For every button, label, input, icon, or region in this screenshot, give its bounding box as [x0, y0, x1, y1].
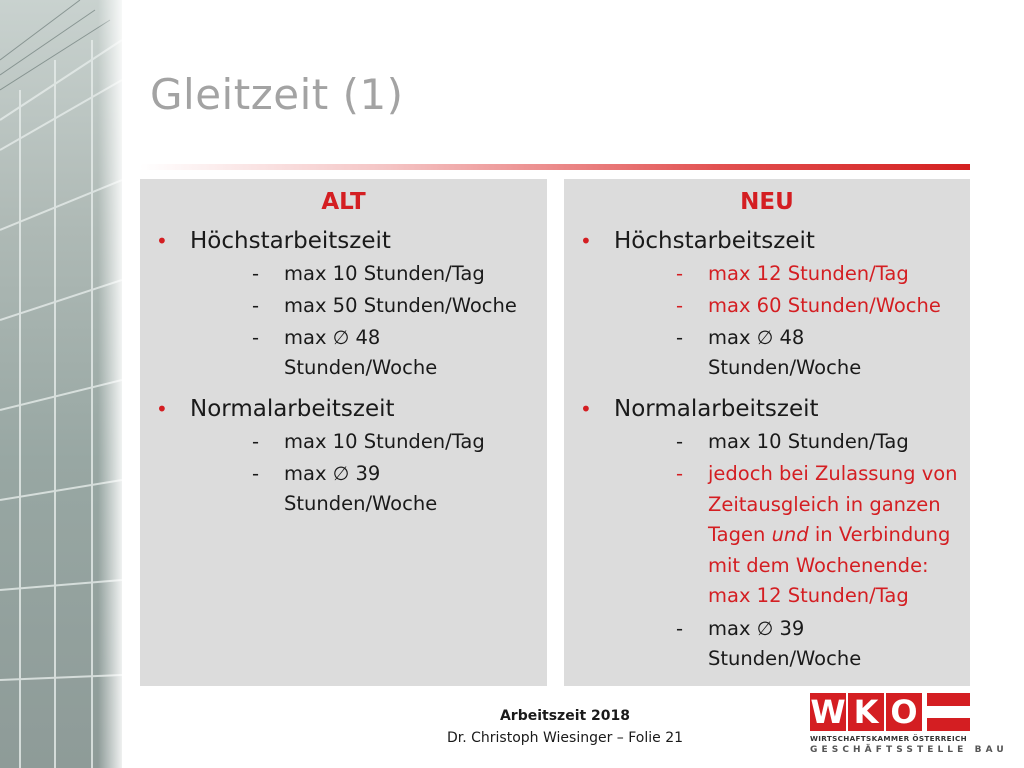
dash-icon: -: [252, 430, 260, 453]
sub-list: [190, 427, 547, 519]
list-item: [614, 427, 970, 457]
footer-title: Arbeitszeit 2018: [499, 708, 631, 724]
dash-icon: -: [676, 616, 684, 640]
logo-letter: O: [886, 693, 922, 731]
dash-icon: -: [676, 326, 684, 349]
item-text: 48 Stunden/Woche: [708, 326, 862, 379]
sub-list: [190, 259, 547, 383]
item-text: 39 Stunden/Woche: [284, 462, 438, 515]
logo-letters: [810, 693, 924, 731]
list-item: [190, 427, 547, 457]
list-item: [614, 614, 970, 674]
neu-list: [564, 227, 970, 674]
item-text: max: [284, 462, 333, 485]
emphasis-text: und: [771, 523, 809, 546]
dash-icon: -: [676, 262, 684, 285]
title-rule: [140, 164, 970, 170]
dash-icon: -: [676, 462, 684, 485]
logo-department: GESCHÄFTSSTELLE BAU: [810, 745, 1008, 755]
list-item-zeitausgleich: [614, 459, 970, 612]
dash-icon: -: [676, 294, 684, 317]
list-item: [190, 323, 547, 383]
bullet-icon: •: [580, 229, 592, 253]
sub-list: [614, 259, 970, 383]
item-text: mit dem Wochenende:: [708, 553, 929, 577]
item-text: 48 Stunden/Woche: [284, 326, 438, 379]
column-heading-alt: ALT: [321, 189, 366, 215]
column-alt: [140, 179, 547, 686]
item-text: Zeitausgleich in ganzen: [708, 492, 941, 516]
item-text: max: [708, 326, 757, 349]
list-item: [190, 459, 547, 519]
dash-icon: -: [252, 294, 260, 317]
item-text: max 12 Stunden/Tag: [708, 262, 909, 285]
item-text: Tagen: [708, 523, 772, 546]
item-text: max: [708, 616, 757, 640]
average-symbol: ∅: [332, 463, 350, 485]
dash-icon: -: [252, 326, 260, 349]
item-text: max 10 Stunden/Tag: [284, 430, 485, 453]
item-text: 39 Stunden/Woche: [708, 616, 862, 670]
average-symbol: ∅: [332, 327, 350, 349]
dash-icon: -: [676, 430, 684, 453]
item-text: jedoch bei Zulassung von: [708, 462, 958, 485]
dash-icon: -: [252, 462, 260, 485]
bullet-icon: •: [580, 397, 592, 421]
alt-section-normalarbeitszeit: [140, 395, 547, 519]
item-text: max: [284, 326, 333, 349]
photo-fade: [98, 0, 138, 768]
item-text: max 12 Stunden/Tag: [708, 584, 909, 607]
slide-footer: [420, 705, 710, 749]
bullet-icon: •: [156, 397, 168, 421]
bullet-icon: •: [156, 229, 168, 253]
logo-letter: K: [848, 693, 884, 731]
section-label: Normalarbeitszeit: [190, 396, 395, 422]
list-item: [614, 323, 970, 383]
sub-list: [614, 427, 970, 674]
average-symbol: ∅: [756, 617, 774, 640]
average-symbol: ∅: [756, 327, 774, 349]
footer-author: Dr. Christoph Wiesinger – Folie 21: [446, 730, 684, 746]
item-text: max 60 Stunden/Woche: [708, 294, 941, 317]
column-heading-neu: NEU: [740, 189, 794, 215]
item-text: max 50 Stunden/Woche: [284, 294, 517, 317]
list-item: [190, 291, 547, 321]
section-label: Höchstarbeitszeit: [614, 228, 815, 254]
section-label: Normalarbeitszeit: [614, 396, 819, 422]
alt-list: [140, 227, 547, 519]
logo-subtitle: WIRTSCHAFTSKAMMER ÖSTERREICH: [810, 734, 967, 743]
list-item: [614, 291, 970, 321]
neu-section-normalarbeitszeit: [564, 395, 970, 674]
item-text: max 10 Stunden/Tag: [284, 262, 485, 285]
section-label: Höchstarbeitszeit: [190, 228, 391, 254]
wko-logo: [810, 693, 1008, 757]
list-item: [614, 259, 970, 289]
logo-letter: W: [810, 693, 846, 731]
austria-flag-icon: [927, 693, 970, 731]
alt-section-hoechstarbeitszeit: [140, 227, 547, 383]
neu-section-hoechstarbeitszeit: [564, 227, 970, 383]
item-text: max 10 Stunden/Tag: [708, 430, 909, 453]
column-neu: [564, 179, 970, 686]
slide-title: Gleitzeit (1): [150, 70, 404, 119]
dash-icon: -: [252, 262, 260, 285]
item-text: in Verbindung: [808, 523, 951, 546]
list-item: [190, 259, 547, 289]
